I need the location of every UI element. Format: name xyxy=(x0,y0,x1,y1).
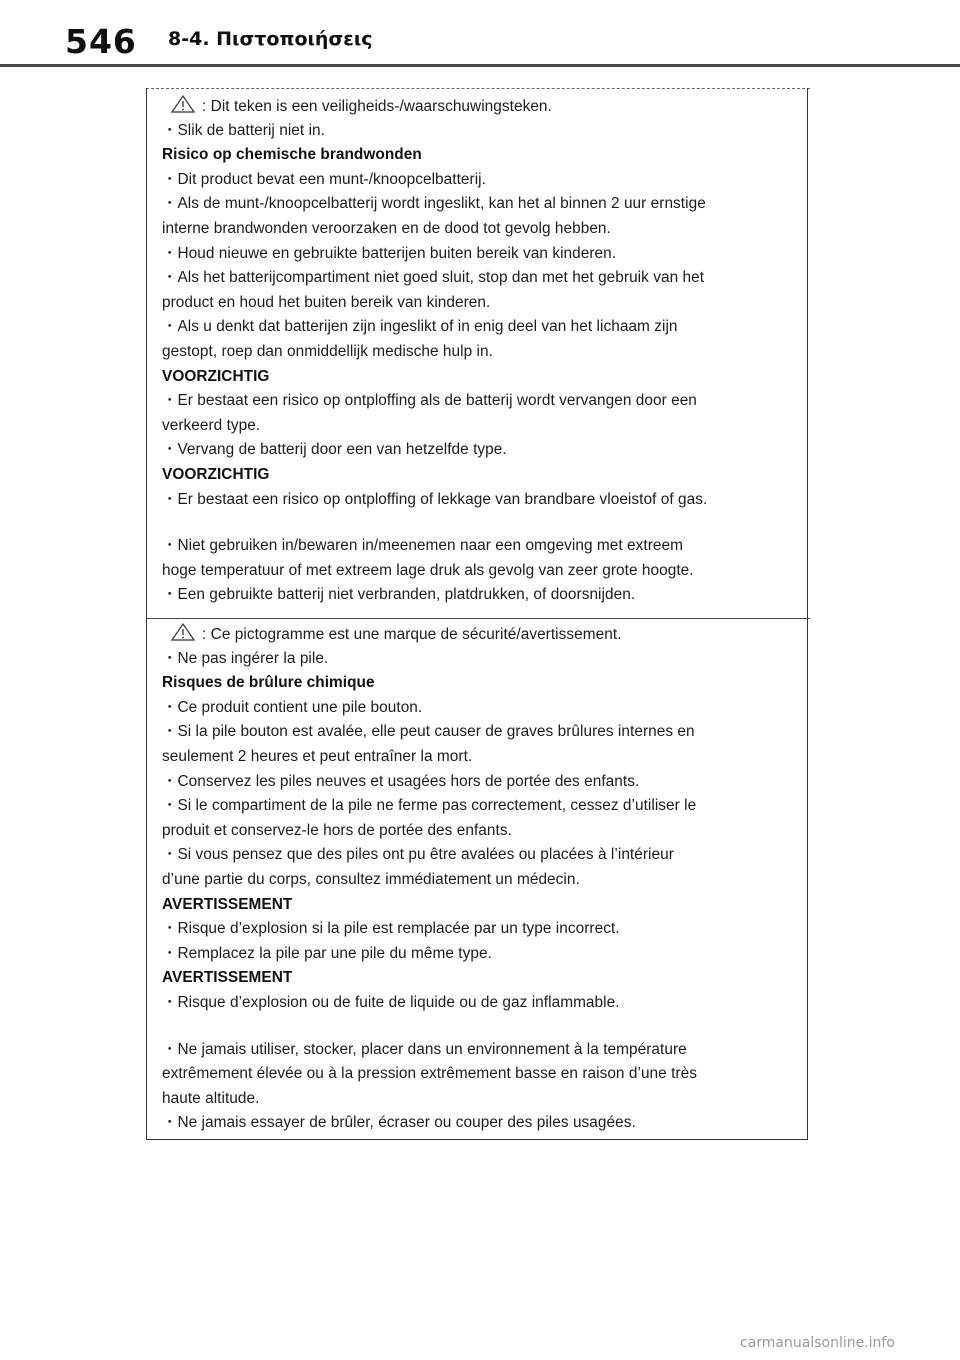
dutch-intro-line xyxy=(162,94,792,119)
dutch-text-line: VOORZICHTIG xyxy=(162,465,270,483)
french-text-line: d’une partie du corps, consultez immédiatement un médecin. xyxy=(162,870,580,888)
french-text-line: ・Ne jamais essayer de brûler, écraser ou couper des piles usagées. xyxy=(162,1114,636,1132)
french-text-line: ・Ne pas ingérer la pile. xyxy=(162,649,329,667)
section-title: 8-4. Πιστοποιήσεις xyxy=(168,28,373,50)
french-intro-text: : Ce pictogramme est une marque de sécurité/avertissement. xyxy=(202,626,622,643)
language-divider xyxy=(146,618,810,619)
french-text-line: ・Si vous pensez que des piles ont pu être avalées ou placées à l’intérieur xyxy=(162,846,674,864)
french-text-line: ・Conservez les piles neuves et usagées hors de portée des enfants. xyxy=(162,772,640,790)
french-text-line: Risques de brûlure chimique xyxy=(162,674,375,692)
dutch-text-line: product en houd het buiten bereik van kinderen. xyxy=(162,293,491,311)
dutch-text-line: ・Als het batterijcompartiment niet goed sluit, stop dan met het gebruik van het xyxy=(162,269,705,287)
dutch-text-line: Risico op chemische brandwonden xyxy=(162,146,422,164)
french-text-line: AVERTISSEMENT xyxy=(162,895,293,913)
french-text-line xyxy=(162,1016,792,1038)
dutch-lines xyxy=(162,119,792,608)
dutch-text-line: ・Niet gebruiken in/bewaren in/meenemen naar een omgeving met extreem xyxy=(162,537,683,555)
dutch-text-line: hoge temperatuur of met extreem lage druk als gevolg van zeer grote hoogte. xyxy=(162,561,694,579)
french-text-line: AVERTISSEMENT xyxy=(162,969,293,987)
french-text-line: ・Si la pile bouton est avalée, elle peut causer de graves brûlures internes en xyxy=(162,723,695,741)
french-text-line: extrêmement élevée ou à la pression extrêmement basse en raison d’une très xyxy=(162,1065,697,1083)
dutch-text-line: ・Als de munt-/knoopcelbatterij wordt ingeslikt, kan het al binnen 2 uur ernstige xyxy=(162,195,706,213)
french-text-line: ・Risque d’explosion ou de fuite de liquide ou de gaz inflammable. xyxy=(162,993,620,1011)
dutch-intro-text: : Dit teken is een veiligheids-/waarschuwingsteken. xyxy=(202,98,552,115)
french-lines xyxy=(162,647,792,1136)
page-number: 546 xyxy=(65,22,137,61)
dutch-text-line: gestopt, roep dan onmiddellijk medische hulp in. xyxy=(162,342,493,360)
dutch-text-line: VOORZICHTIG xyxy=(162,367,270,385)
footer-watermark: carmanualsonline.info xyxy=(740,1335,895,1351)
dutch-text-line: ・Als u denkt dat batterijen zijn ingeslikt of in enig deel van het lichaam zijn xyxy=(162,318,678,336)
dutch-text-line: verkeerd type. xyxy=(162,416,261,434)
french-text-line: seulement 2 heures et peut entraîner la mort. xyxy=(162,747,473,765)
french-text-line: ・Ne jamais utiliser, stocker, placer dans un environnement à la température xyxy=(162,1040,687,1058)
header-rule xyxy=(0,64,960,67)
french-text-line: ・Ce produit contient une pile bouton. xyxy=(162,698,423,716)
french-text-line: ・Risque d’explosion si la pile est remplacée par un type incorrect. xyxy=(162,920,620,938)
dutch-text-line: interne brandwonden veroorzaken en de dood tot gevolg hebben. xyxy=(162,219,611,237)
french-text-line: produit et conservez-le hors de portée des enfants. xyxy=(162,821,512,839)
dutch-warning-block xyxy=(162,94,792,608)
warning-triangle-icon xyxy=(170,94,196,114)
dutch-text-line: ・Er bestaat een risico op ontploffing of lekkage van brandbare vloeistof of gas. xyxy=(162,490,708,508)
french-text-line: ・Remplacez la pile par une pile du même type. xyxy=(162,944,492,962)
dutch-text-line: ・Dit product bevat een munt-/knoopcelbatterij. xyxy=(162,170,486,188)
dutch-text-line: ・Er bestaat een risico op ontploffing als de batterij wordt vervangen door een xyxy=(162,392,697,410)
warning-triangle-icon xyxy=(170,622,196,642)
french-intro-line xyxy=(162,622,792,647)
dutch-text-line: ・Een gebruikte batterij niet verbranden, platdrukken, of doorsnijden. xyxy=(162,586,636,604)
dutch-text-line: ・Houd nieuwe en gebruikte batterijen buiten bereik van kinderen. xyxy=(162,244,617,262)
french-warning-block xyxy=(162,622,792,1136)
french-text-line: haute altitude. xyxy=(162,1089,260,1107)
dutch-text-line: ・Slik de batterij niet in. xyxy=(162,121,325,139)
french-text-line: ・Si le compartiment de la pile ne ferme pas correctement, cessez d’utiliser le xyxy=(162,797,697,815)
dutch-text-line: ・Vervang de batterij door een van hetzelfde type. xyxy=(162,441,507,459)
page-header xyxy=(0,0,960,70)
dutch-text-line xyxy=(162,512,792,534)
